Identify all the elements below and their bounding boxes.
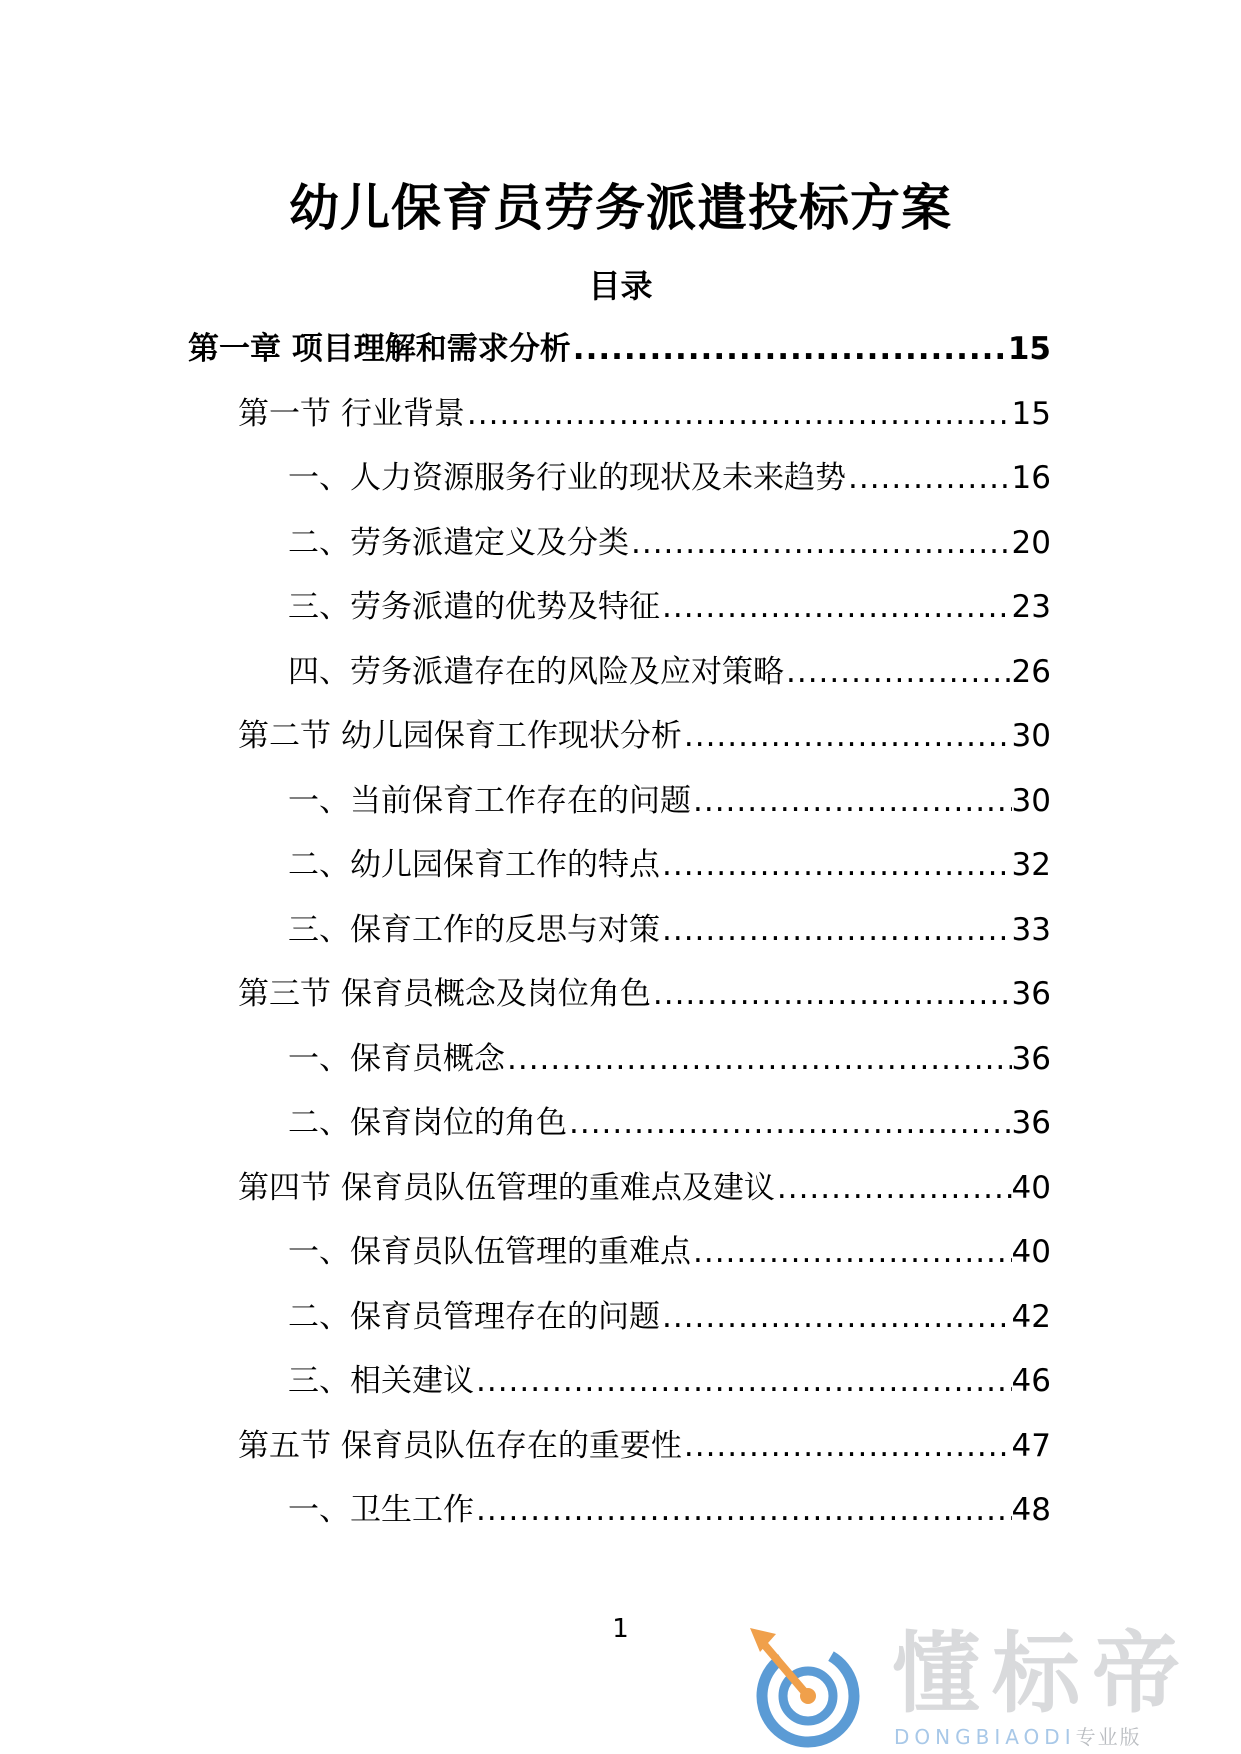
toc-entry-text: 二、幼儿园保育工作的特点 xyxy=(288,847,660,883)
toc-page-number: 33 xyxy=(1011,911,1051,948)
toc-entry[interactable] xyxy=(238,714,1051,758)
watermark-tag: 专业版 xyxy=(1075,1725,1142,1749)
toc-entry[interactable] xyxy=(288,1101,1051,1145)
watermark-brand-name: 懂标帝 xyxy=(892,1622,1193,1725)
toc-page-number: 15 xyxy=(1011,395,1051,432)
toc-page-number: 36 xyxy=(1011,1105,1051,1141)
dot-leader xyxy=(691,779,1012,823)
page-number: 1 xyxy=(612,1614,629,1644)
dot-leader xyxy=(651,972,1012,1016)
toc-entry-text: 三、相关建议 xyxy=(288,1363,474,1399)
dot-leader xyxy=(629,521,1012,565)
dot-leader xyxy=(474,1488,1012,1532)
toc-entry-text: 一、卫生工作 xyxy=(288,1492,474,1528)
toc-entry-text: 第四节 保育员队伍管理的重难点及建议 xyxy=(238,1169,775,1206)
toc-entry-text: 第二节 幼儿园保育工作现状分析 xyxy=(238,718,682,754)
document-title: 幼儿保育员劳务派遣投标方案 xyxy=(289,179,952,237)
toc-page-number: 42 xyxy=(1011,1298,1051,1335)
toc-entry-text: 一、人力资源服务行业的现状及未来趋势 xyxy=(288,460,846,496)
watermark-latin: DONGBIAODI xyxy=(894,1725,1076,1749)
dot-leader xyxy=(505,1037,1012,1081)
dot-leader xyxy=(775,1166,1012,1210)
toc-page-number: 30 xyxy=(1011,718,1051,754)
toc-page-number: 47 xyxy=(1011,1427,1051,1464)
dot-leader xyxy=(846,456,1012,500)
toc-entry-text: 三、保育工作的反思与对策 xyxy=(288,911,660,948)
toc-entry[interactable] xyxy=(288,585,1051,629)
toc-entry-text: 第三节 保育员概念及岗位角色 xyxy=(238,976,651,1012)
toc-entry[interactable] xyxy=(288,650,1051,694)
toc-entry-text: 二、劳务派遣定义及分类 xyxy=(288,524,629,561)
toc-entry-text: 第一章 项目理解和需求分析 xyxy=(188,331,571,367)
toc-page-number: 40 xyxy=(1011,1234,1051,1270)
toc-entry[interactable] xyxy=(238,392,1051,436)
dot-leader xyxy=(660,908,1012,952)
toc-page-number: 32 xyxy=(1011,847,1051,883)
toc-entry-text: 四、劳务派遣存在的风险及应对策略 xyxy=(288,653,784,690)
toc-entry-text: 第五节 保育员队伍存在的重要性 xyxy=(238,1427,682,1464)
toc-page-number: 46 xyxy=(1011,1363,1051,1399)
toc-page-number: 16 xyxy=(1011,460,1051,496)
watermark-logo xyxy=(742,1620,1212,1750)
toc-entry[interactable] xyxy=(288,1295,1051,1339)
dot-leader xyxy=(682,1424,1012,1468)
toc-page-number: 26 xyxy=(1011,653,1051,690)
toc-page-number: 36 xyxy=(1011,976,1051,1012)
toc-entry[interactable] xyxy=(238,1166,1051,1210)
dot-leader xyxy=(691,1230,1012,1274)
toc-entry[interactable] xyxy=(238,1424,1051,1468)
toc-page-number: 36 xyxy=(1011,1040,1051,1077)
toc-page-number: 15 xyxy=(1007,331,1051,367)
toc-heading: 目录 xyxy=(588,267,653,305)
toc-entry-text: 二、保育员管理存在的问题 xyxy=(288,1298,660,1335)
toc-entry-text: 一、保育员概念 xyxy=(288,1040,505,1077)
toc-entry-text: 第一节 行业背景 xyxy=(238,395,465,432)
toc-page-number: 23 xyxy=(1011,589,1051,625)
dot-leader xyxy=(660,1295,1012,1339)
toc-entry-text: 一、保育员队伍管理的重难点 xyxy=(288,1234,691,1270)
dot-leader xyxy=(660,585,1012,629)
toc-page-number: 30 xyxy=(1011,782,1051,819)
toc-entry[interactable] xyxy=(288,779,1051,823)
toc-entry[interactable] xyxy=(288,456,1051,500)
target-arrow-icon xyxy=(742,1620,882,1750)
toc-entry-text: 一、当前保育工作存在的问题 xyxy=(288,782,691,819)
dot-leader xyxy=(567,1101,1012,1145)
toc-entry[interactable] xyxy=(288,1230,1051,1274)
toc-page-number: 20 xyxy=(1011,524,1051,561)
toc-entry[interactable] xyxy=(288,908,1051,952)
toc-entry[interactable] xyxy=(288,843,1051,887)
toc-entry[interactable] xyxy=(238,972,1051,1016)
toc-entry-text: 二、保育岗位的角色 xyxy=(288,1105,567,1141)
toc-entry[interactable] xyxy=(188,327,1051,371)
toc-entry-text: 三、劳务派遣的优势及特征 xyxy=(288,589,660,625)
toc-entry[interactable] xyxy=(288,1359,1051,1403)
toc-entry[interactable] xyxy=(288,521,1051,565)
dot-leader xyxy=(660,843,1012,887)
dot-leader xyxy=(474,1359,1012,1403)
toc-page-number: 40 xyxy=(1011,1169,1051,1206)
dot-leader xyxy=(571,327,1008,371)
dot-leader xyxy=(784,650,1012,694)
toc-entry[interactable] xyxy=(288,1488,1051,1532)
toc-page-number: 48 xyxy=(1011,1492,1051,1528)
dot-leader xyxy=(682,714,1012,758)
toc-entry[interactable] xyxy=(288,1037,1051,1081)
dot-leader xyxy=(465,392,1012,436)
watermark-subtitle xyxy=(894,1726,1142,1748)
